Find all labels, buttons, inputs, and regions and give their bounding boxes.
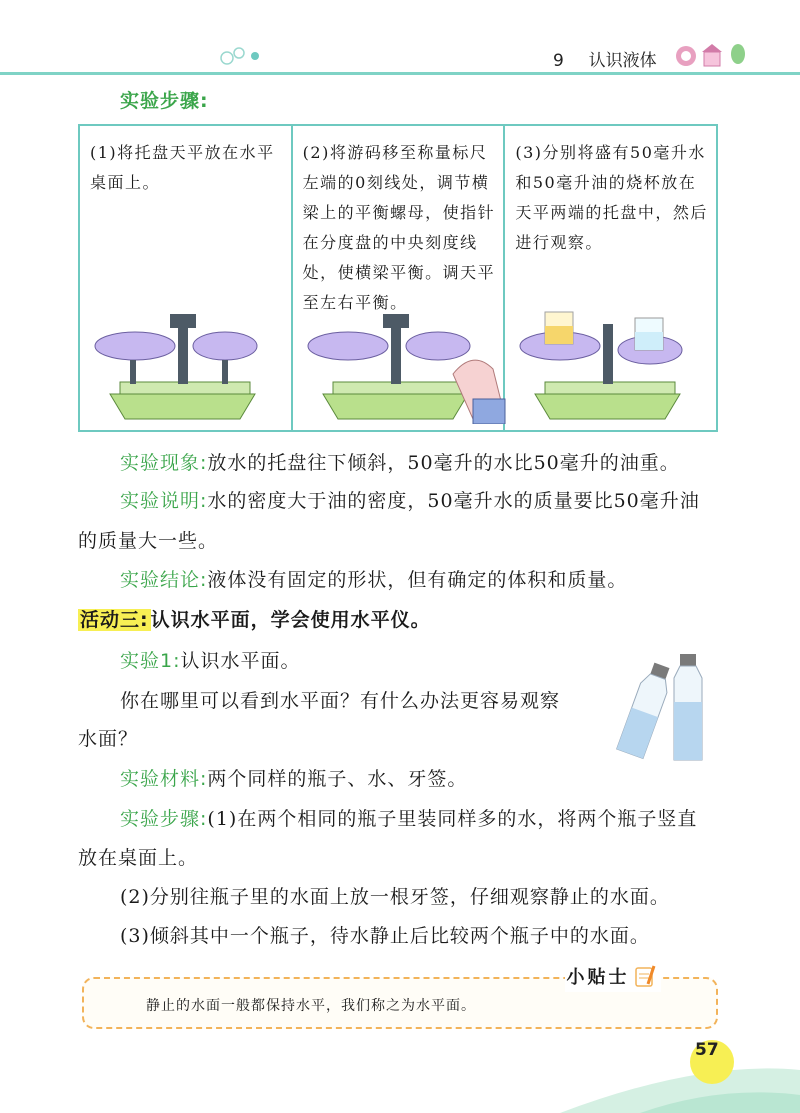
tip-title: [565, 960, 661, 992]
chapter-header: [553, 46, 657, 71]
activity-label: 活动三:: [80, 609, 149, 631]
chapter-title: 认识液体: [588, 51, 657, 71]
step-text-1: (1)将托盘天平放在水平桌面上。: [90, 143, 275, 192]
question-text: 你在哪里可以看到水平面？有什么办法更容易观察: [120, 690, 561, 712]
activity-line: [78, 603, 431, 637]
page-number: 57: [695, 1040, 719, 1060]
phenomenon-line: [120, 446, 680, 480]
steps2-step3: (3)倾斜其中一个瓶子，待水静止后比较两个瓶子中的水面。: [120, 925, 650, 947]
notepad-pencil-icon: [634, 964, 660, 988]
conclusion-label: 实验结论:: [120, 569, 208, 591]
materials-label: 实验材料:: [120, 768, 208, 790]
experiment1-text: 认识水平面。: [180, 650, 301, 672]
activity-text: 认识水平面，学会使用水平仪。: [150, 609, 431, 631]
materials-line: [120, 762, 467, 796]
phenomenon-text: 放水的托盘往下倾斜，50毫升的水比50毫升的油重。: [207, 452, 680, 474]
experiment1-line: [120, 644, 301, 678]
conclusion-line: [120, 563, 627, 597]
balance-scale-icon: [90, 304, 280, 424]
steps2-step2: (2)分别往瓶子里的水面上放一根牙签，仔细观察静止的水面。: [120, 886, 670, 908]
question-continuation: 水面？: [78, 728, 139, 750]
step-cell-2: [293, 126, 506, 430]
explanation-line: [120, 484, 700, 518]
step-text-3: (3)分别将盛有50毫升水和50毫升油的烧杯放在天平两端的托盘中，然后进行观察。: [515, 143, 708, 252]
conclusion-text: 液体没有固定的形状，但有确定的体积和质量。: [207, 569, 628, 591]
materials-text: 两个同样的瓶子、水、牙签。: [207, 768, 468, 790]
steps-table: [78, 124, 718, 432]
explanation-continuation: 的质量大一些。: [78, 530, 219, 552]
step-cell-3: [505, 126, 716, 430]
balance-with-beakers-icon: [515, 304, 705, 424]
tip-title-text: 小贴士: [566, 967, 630, 988]
steps2-step1-continuation: 放在桌面上。: [78, 847, 199, 869]
phenomenon-label: 实验现象:: [120, 452, 208, 474]
tip-text: 静止的水面一般都保持水平，我们称之为水平面。: [146, 998, 476, 1014]
step-cell-1: [80, 126, 293, 430]
steps-title: 实验步骤:: [120, 90, 209, 112]
footer-wave-decoration: [0, 1040, 800, 1113]
explanation-label: 实验说明:: [120, 490, 208, 512]
header-cartoon-icon: [672, 40, 752, 72]
balance-with-hand-icon: [303, 304, 513, 424]
steps2-step1: (1)在两个相同的瓶子里装同样多的水，将两个瓶子竖直: [207, 808, 698, 830]
chapter-number: 9: [553, 51, 564, 71]
step-text-2: (2)将游码移至称量标尺左端的0刻线处，调节横梁上的平衡螺母，使指针在分度盘的中央刻度线处，使横梁平衡。调天平至左右平衡。: [302, 143, 496, 312]
experiment1-label: 实验1:: [120, 650, 181, 672]
header-decoration-icon: [215, 38, 275, 68]
header-rule: [0, 72, 800, 75]
steps2-line: [120, 802, 697, 836]
bottles-icon: [610, 650, 720, 770]
explanation-text: 水的密度大于油的密度，50毫升水的质量要比50毫升油: [207, 490, 700, 512]
steps2-label: 实验步骤:: [120, 808, 208, 830]
